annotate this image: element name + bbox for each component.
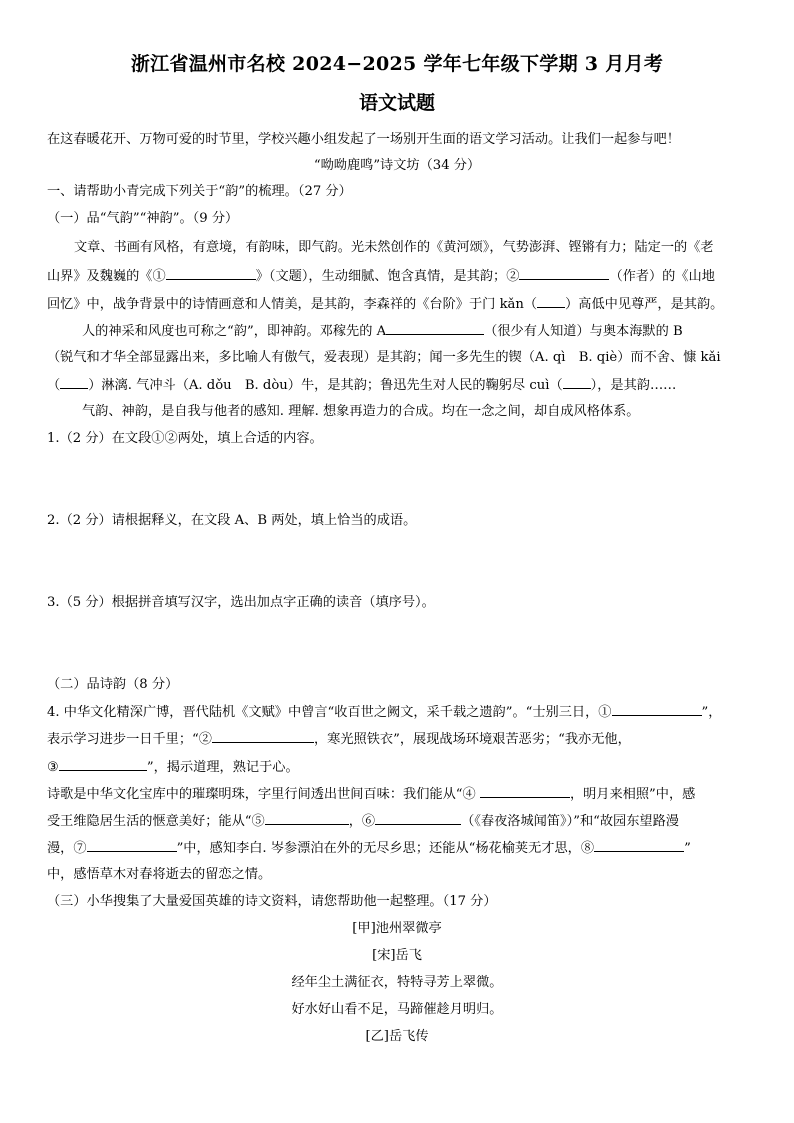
poem-author: [宋]岳飞 [372, 948, 422, 963]
paragraph1-line2 [47, 267, 715, 286]
text-segment: ”中，感知李白. 岑参漂泊在外的无尽乡思；还能从“杨花榆荚无才思，⑧ [176, 841, 595, 856]
question-3: 3.（5 分）根据拼音填写汉字，选出加点字正确的读音（填序号）。 [47, 595, 435, 610]
text2-title: [乙]岳飞传 [365, 1029, 429, 1044]
page-subtitle: 语文试题 [358, 92, 435, 114]
page-title: 浙江省温州市名校 2024−2025 学年七年级下学期 3 月月考 [130, 53, 664, 75]
fill-blank-kai[interactable] [60, 376, 88, 389]
text-segment: 人的神采和风度也可称之“韵”，即神韵。邓稼先的 A [82, 324, 387, 339]
text-segment: ）高低中见尊严，是其韵。 [565, 297, 724, 312]
fill-blank-q4-3[interactable] [59, 758, 147, 771]
fill-blank-cui[interactable] [563, 376, 591, 389]
fill-blank-kan[interactable] [537, 295, 565, 308]
question-4-line7: 中，感悟草木对春将逝去的留恋之情。 [47, 867, 272, 882]
text-segment: 山界》及魏巍的《① [47, 269, 166, 284]
fill-blank-2[interactable] [519, 267, 609, 280]
paragraph1-line3 [47, 295, 723, 314]
poem-title: [甲]池州翠微亭 [352, 921, 442, 936]
fill-blank-q4-2[interactable] [212, 730, 314, 743]
paragraph2-line2: （锐气和才华全部显露出来，多比喻人有傲气，爱表现）是其韵；闻一多先生的锲（A. qì B. qiè）而不舍、慷 kǎi [47, 350, 721, 365]
text-segment: （作者）的《山地 [609, 269, 715, 284]
paragraph1-line1: 文章、书画有风格，有意境，有韵味，即气韵。光未然创作的《黄河颂》，气势澎湃、铿锵有力；陆定一的《老 [74, 240, 714, 255]
fill-blank-1[interactable] [166, 267, 256, 280]
text-segment: ”， [701, 705, 722, 720]
question-4-line3 [47, 758, 299, 777]
question-4-line1 [47, 703, 721, 722]
intro-text: 在这春暖花开、万物可爱的时节里，学校兴趣小组发起了一场别开生面的语文学习活动。让我们一起参与吧！ [47, 132, 680, 147]
paragraph2-line3 [47, 376, 676, 395]
fill-blank-q4-7[interactable] [87, 839, 177, 852]
fill-blank-q4-6[interactable] [375, 812, 461, 825]
text-segment: （ [47, 378, 61, 393]
part3-sub: （三）小华搜集了大量爱国英雄的诗文资料，请您帮助他一起整理。（17 分） [47, 894, 497, 909]
text-segment: ”，揭示道理，熟记于心。 [146, 760, 299, 775]
question-4-line4 [47, 785, 695, 804]
text-segment: ）淋漓. 气冲斗（A. dǒu B. dòu）牛，是其韵；鲁迅先生对人民的鞠躬尽 cuì（ [88, 378, 563, 393]
paragraph3: 气韵、神韵，是自我与他者的感知. 理解. 想象再造力的合成。均在一念之间，却自成风格体系。 [82, 404, 640, 419]
part1-sub1: （一）品“气韵”“神韵”。（9 分） [47, 211, 239, 226]
question-1: 1.（2 分）在文段①②两处，填上合适的内容。 [47, 431, 323, 446]
fill-blank-q4-5[interactable] [265, 812, 349, 825]
text-segment: ，明月来相照”中，感 [569, 787, 696, 802]
text-segment: 》（文题），生动细腻、饱含真情，是其韵；② [255, 269, 520, 284]
poem-line-2: 好水好山看不足，马蹄催趁月明归。 [291, 1002, 503, 1017]
question-2: 2.（2 分）请根据释义，在文段 A、B 两处，填上恰当的成语。 [47, 513, 417, 528]
text-segment: （《春夜洛城闻笛》）”和“故园东望路漫 [461, 814, 679, 829]
text-segment: 4. 中华文化精深广博，晋代陆机《文赋》中曾言“收百世之阙文，采千载之遗韵”。“士别三日，① [47, 705, 612, 720]
paragraph2-line1 [82, 322, 683, 341]
text-segment: 回忆》中，战争背景中的诗情画意和人情美，是其韵，李森祥的《台阶》于门 kǎn（ [47, 297, 538, 312]
text-segment: ，⑥ [348, 814, 376, 829]
fill-blank-a[interactable] [386, 322, 484, 335]
fill-blank-q4-8[interactable] [594, 839, 684, 852]
question-4-line6 [47, 839, 691, 858]
text-segment: 漫，⑦ [47, 841, 87, 856]
question-4-line2 [47, 730, 631, 749]
section-heading-center: “呦呦鹿鸣”诗文坊（34 分） [313, 158, 481, 173]
text-segment: 诗歌是中华文化宝库中的璀璨明珠，字里行间透出世间百味：我们能从“④ [47, 787, 480, 802]
fill-blank-q4-4[interactable] [480, 785, 570, 798]
part1-heading: 一、请帮助小青完成下列关于“韵”的梳理。（27 分） [47, 184, 352, 199]
text-segment: ③ [47, 760, 59, 775]
fill-blank-q4-1[interactable] [612, 703, 702, 716]
poem-line-1: 经年尘土满征衣，特特寻芳上翠微。 [291, 975, 503, 990]
text-segment: 受王维隐居生活的惬意美好；能从“⑤ [47, 814, 265, 829]
text-segment: ” [684, 841, 691, 856]
text-segment: 表示学习进步一日千里；“② [47, 732, 212, 747]
question-4-line5 [47, 812, 679, 831]
part2-sub: （二）品诗韵（8 分） [47, 677, 179, 692]
text-segment: ），是其韵…… [590, 378, 677, 393]
text-segment: ，寒光照铁衣”，展现战场环境艰苦恶劣；“我亦无他， [314, 732, 631, 747]
text-segment: （很少有人知道）与奥本海默的 B [484, 324, 683, 339]
